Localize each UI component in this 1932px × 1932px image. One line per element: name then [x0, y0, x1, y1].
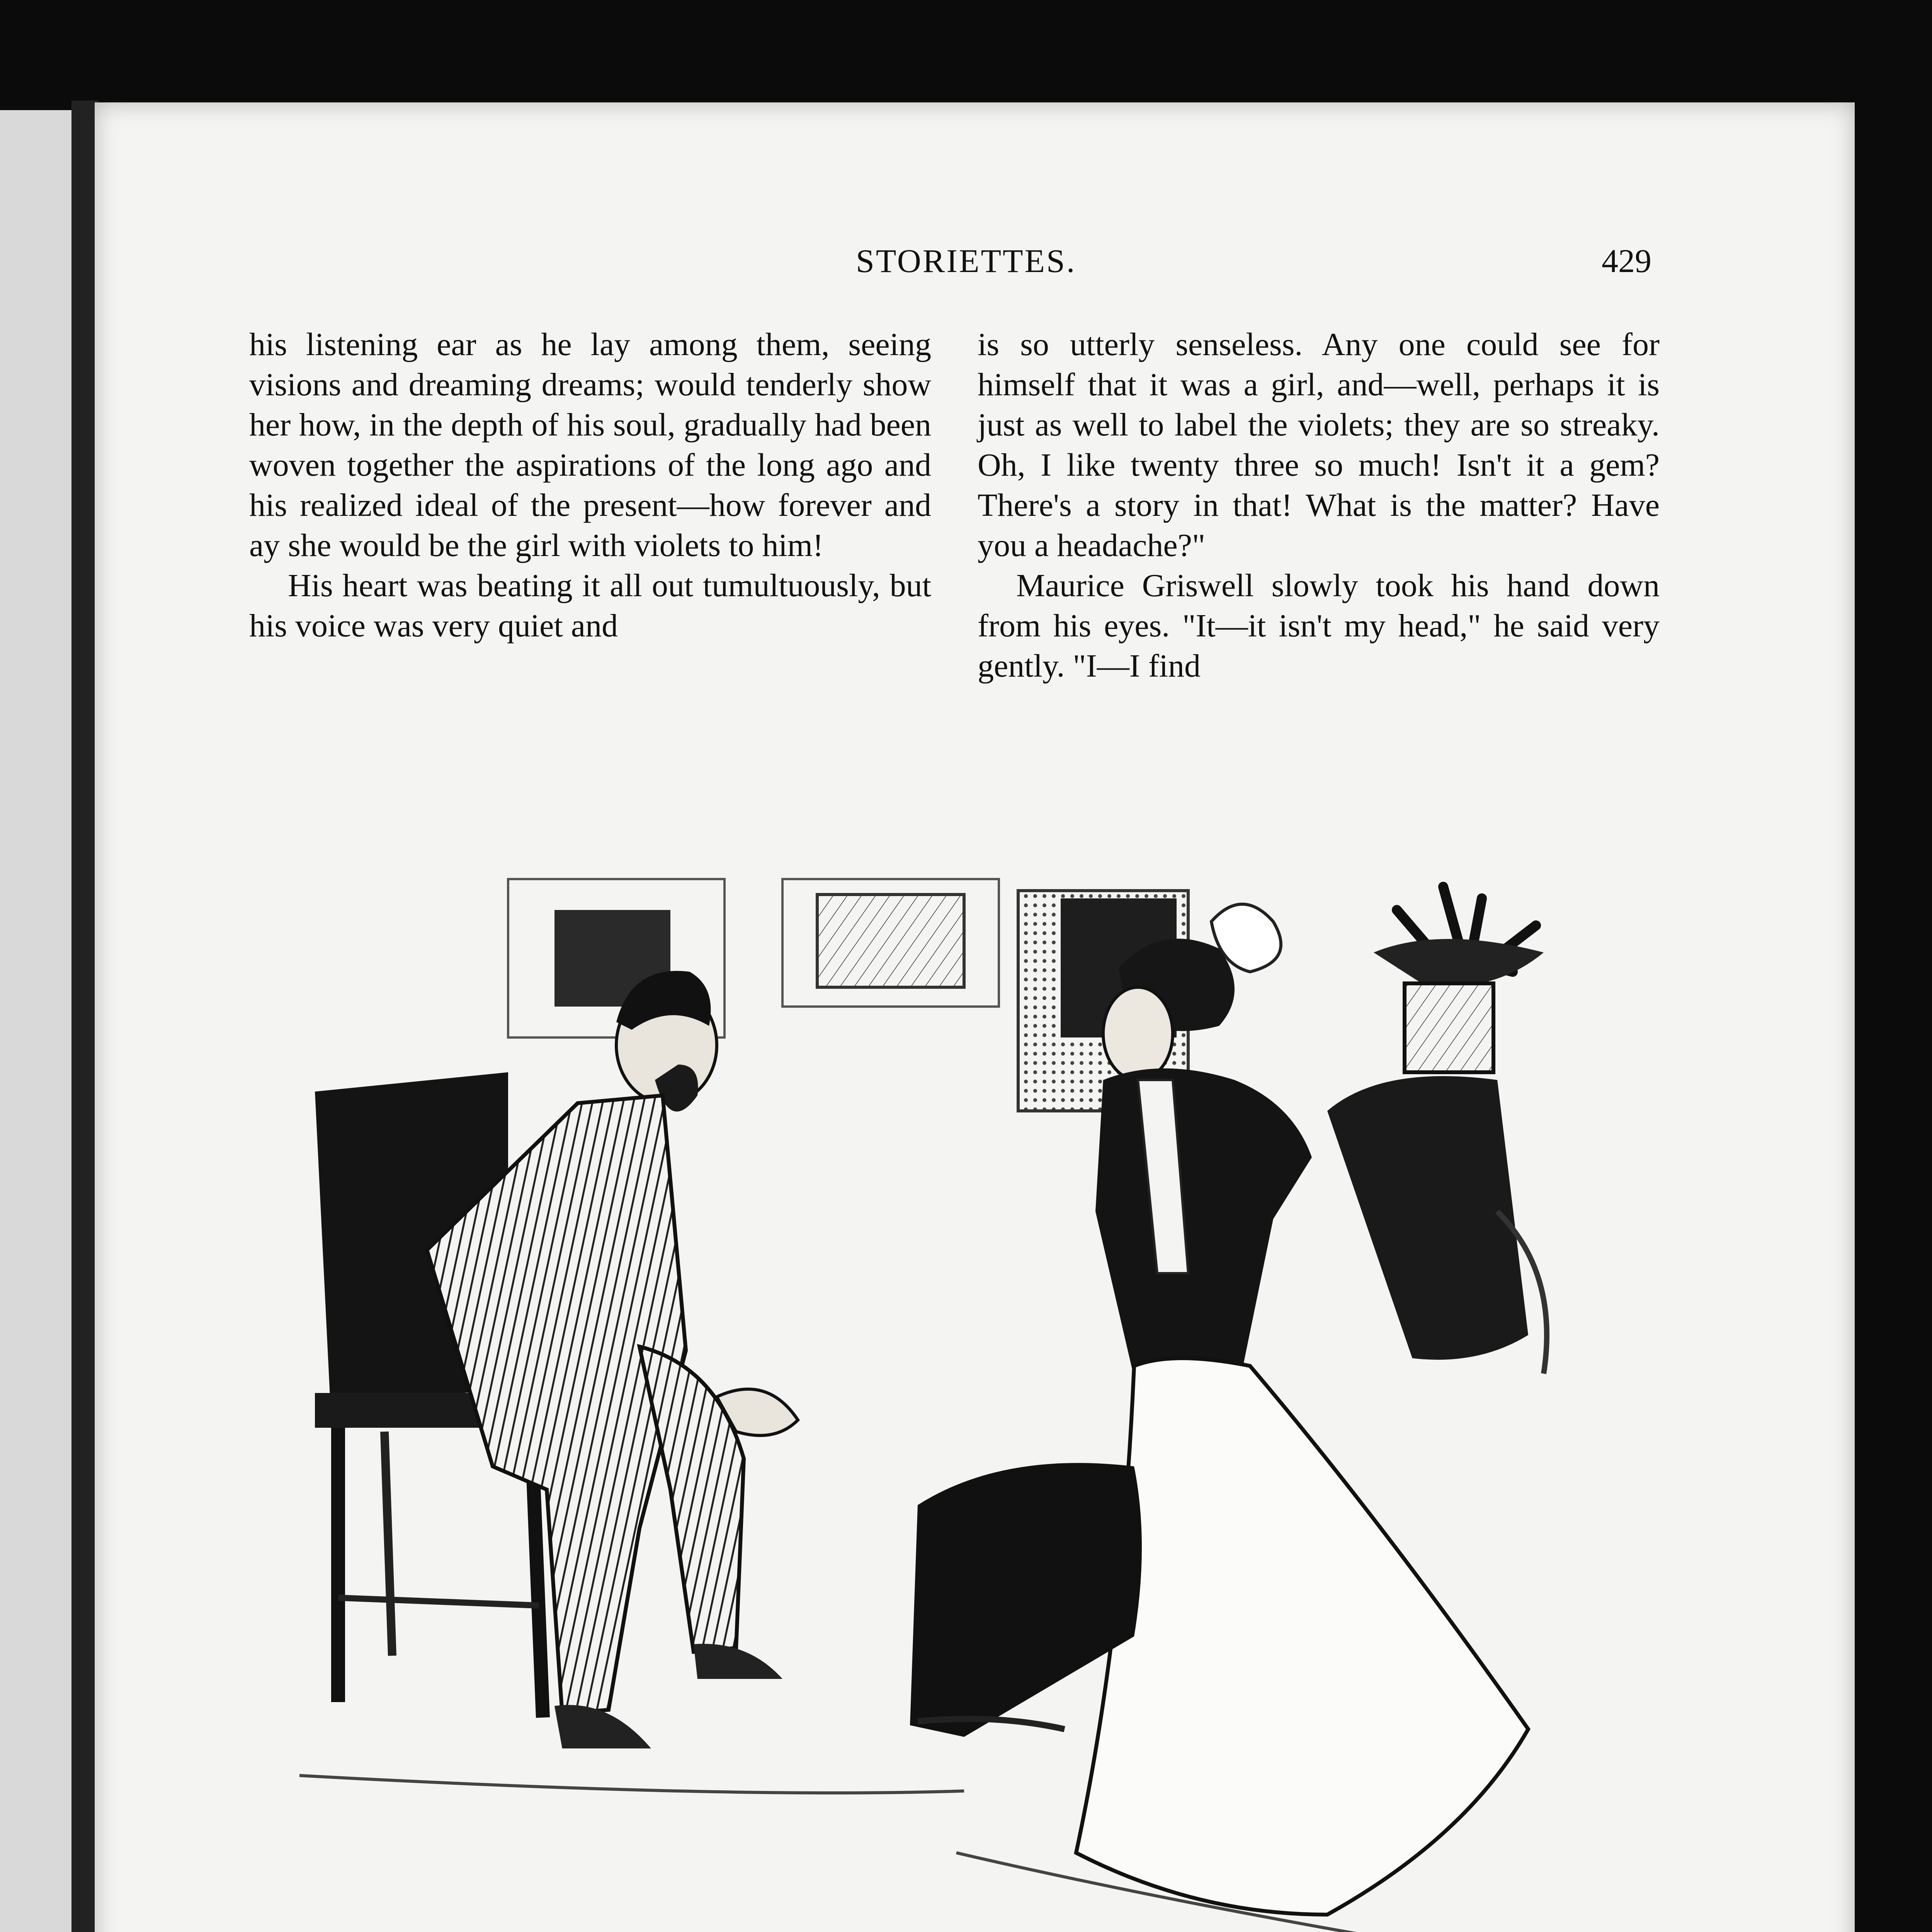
paragraph: Maurice Griswell slowly took his hand down from his eyes. "It—it isn't my head," he said very gently. "I—I find	[978, 568, 1660, 684]
running-title: STORIETTES.	[856, 242, 1077, 279]
book-page	[95, 102, 1855, 1932]
text-column-top-right	[978, 325, 1660, 686]
text-column-top-left	[249, 325, 931, 646]
illustration	[261, 864, 1737, 1932]
left-page-edge	[0, 110, 71, 1932]
potted-plant	[1374, 887, 1544, 1072]
page-header	[95, 242, 1855, 299]
gallery-wall-pictures	[508, 879, 1188, 1111]
paragraph: his listening ear as he lay among them, seeing visions and dreaming dreams; would tenderly show her how, in the depth of his soul, gradually had been woven together the aspirations of the long ago and his realized ideal of the present—how forever and ay she would be the girl with violets to him!	[249, 327, 931, 563]
page-number: 429	[1602, 242, 1651, 279]
paragraph: His heart was beating it all out tumultuously, but his voice was very quiet and	[249, 568, 931, 644]
paragraph: is so utterly senseless. Any one could see for himself that it was a girl, and—well, perhaps it is just as well to label the violets; they are so streaky. Oh, I like twenty three so much! Isn't it a gem? There's a story in that! What is the matter? Have you a headache?"	[978, 327, 1660, 563]
